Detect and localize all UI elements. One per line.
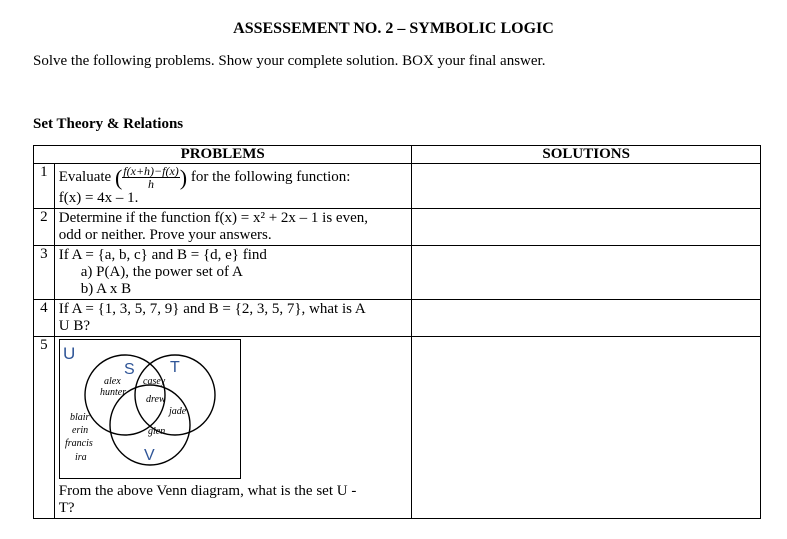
venn-name: hunter [99, 387, 126, 398]
venn-name: francis [64, 438, 93, 449]
paren-open: ( [114, 165, 123, 190]
row-number: 5 [34, 337, 55, 519]
difference-quotient [122, 165, 180, 190]
instructions: Solve the following problems. Show your complete solution. BOX your final answer. [33, 53, 546, 69]
problem-text: If A = {a, b, c} and B = {d, e} find [58, 247, 267, 263]
header-problems: PROBLEMS [34, 146, 412, 164]
problem-text: Determine if the function f(x) = x² + 2x – 1 is even, [58, 210, 368, 226]
problem-cell [54, 164, 412, 209]
problem-text: If A = {1, 3, 5, 7, 9} and B = {2, 3, 5, 7}, what is A [58, 301, 366, 317]
problem-subitem: a) P(A), the power set of A [80, 264, 243, 280]
venn-label-s: S [123, 361, 135, 378]
row-number: 4 [34, 300, 55, 337]
problem-cell [54, 209, 412, 246]
problem-cell [54, 246, 412, 300]
venn-name: drew [145, 394, 166, 405]
fraction-numerator: f(x+h)−f(x) [123, 164, 179, 178]
solution-cell[interactable] [412, 164, 761, 209]
venn-name: casey [142, 376, 165, 387]
problems-table [33, 145, 761, 519]
problem-text: From the above Venn diagram, what is the set U - [58, 483, 357, 499]
venn-name: erin [71, 425, 88, 436]
problem-text: odd or neither. Prove your answers. [58, 227, 272, 243]
problem-text: for the following function: [190, 168, 351, 185]
venn-label-t: T [169, 359, 180, 376]
venn-name: jade [168, 406, 186, 417]
table-row [34, 164, 761, 209]
problem-text: T? [58, 500, 75, 516]
table-row [34, 209, 761, 246]
page-title: ASSESSEMENT NO. 2 – SYMBOLIC LOGIC [233, 20, 554, 37]
table-header-row [34, 146, 761, 164]
venn-name: glen [147, 426, 165, 437]
solution-cell[interactable] [412, 209, 761, 246]
venn-name: alex [103, 376, 121, 387]
venn-label-v: V [143, 447, 155, 464]
header-solutions: SOLUTIONS [412, 146, 761, 164]
problem-cell [54, 300, 412, 337]
venn-label-u: U [62, 344, 76, 363]
row-number: 1 [34, 164, 55, 209]
table-row [34, 246, 761, 300]
fraction-denominator: h [148, 177, 155, 191]
solution-cell[interactable] [412, 337, 761, 519]
problem-subitem: b) A x B [80, 281, 132, 297]
problem-text: f(x) = 4x – 1. [58, 190, 139, 206]
problem-text: Evaluate [58, 168, 112, 185]
paren-close: ) [179, 165, 188, 190]
row-number: 2 [34, 209, 55, 246]
problem-text: U B? [58, 318, 90, 334]
venn-name: ira [74, 452, 87, 463]
problem-cell [54, 337, 412, 519]
solution-cell[interactable] [412, 300, 761, 337]
table-row [34, 300, 761, 337]
venn-name: blair [69, 412, 90, 423]
section-heading: Set Theory & Relations [33, 116, 184, 132]
row-number: 3 [34, 246, 55, 300]
table-row [34, 337, 761, 519]
venn-diagram [59, 339, 241, 479]
venn-diagram-svg [60, 340, 240, 478]
solution-cell[interactable] [412, 246, 761, 300]
